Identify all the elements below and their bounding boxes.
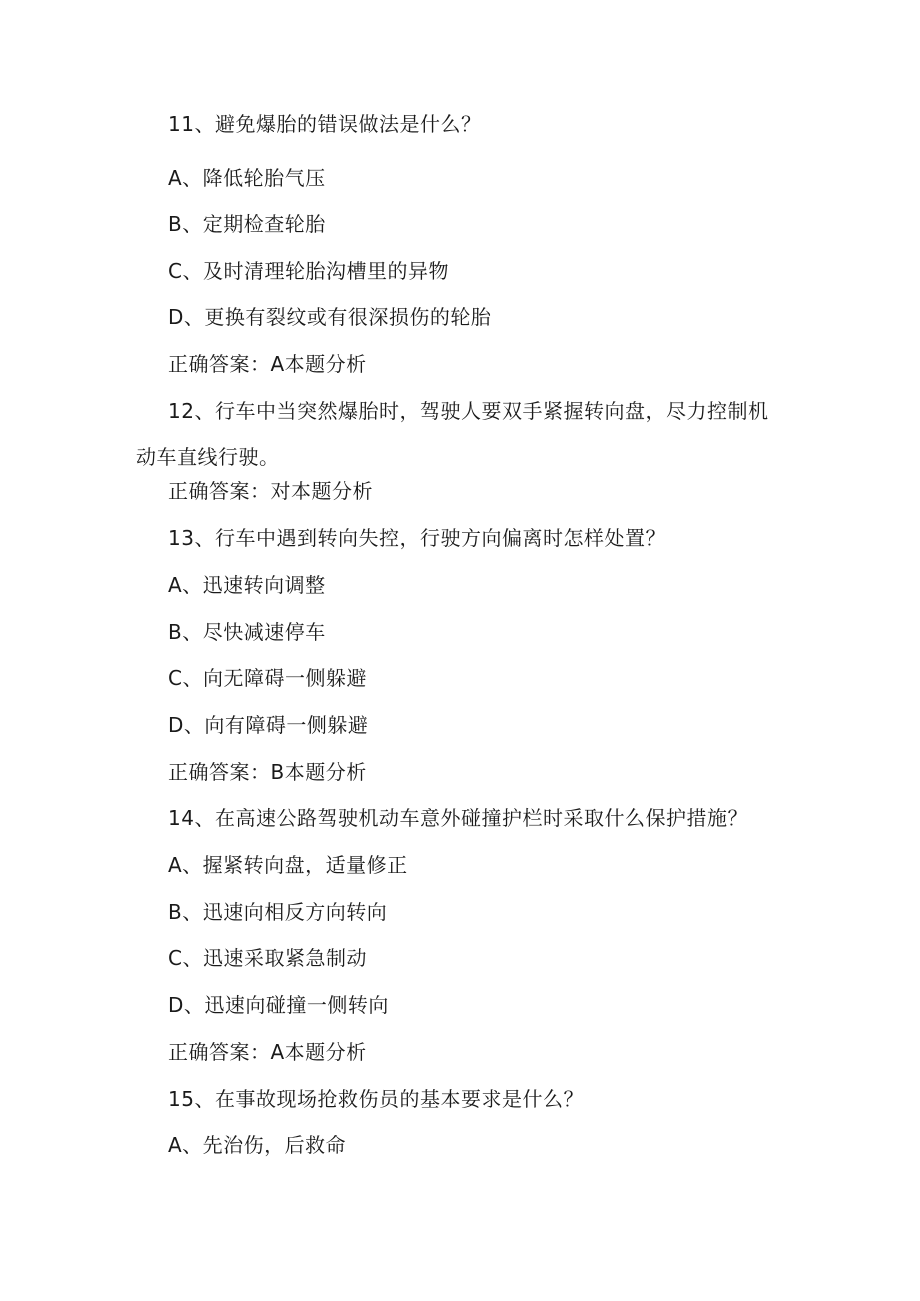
q11-option-d: D、更换有裂纹或有很深损伤的轮胎 [168,305,492,329]
q11-answer: 正确答案：A本题分析 [168,352,367,376]
q11-option-c: C、及时清理轮胎沟槽里的异物 [168,259,449,283]
question-14: 14、在高速公路驾驶机动车意外碰撞护栏时采取什么保护措施？ [168,806,748,830]
q13-option-d: D、向有障碍一侧躲避 [168,713,369,737]
q14-option-a: A、握紧转向盘，适量修正 [168,853,408,877]
q14-answer: 正确答案：A本题分析 [168,1040,367,1064]
q15-option-a: A、先治伤，后救命 [168,1133,347,1157]
q13-option-a: A、迅速转向调整 [168,573,326,597]
question-11: 11、避免爆胎的错误做法是什么？ [168,112,482,136]
question-15: 15、在事故现场抢救伤员的基本要求是什么？ [168,1087,584,1111]
q13-answer: 正确答案：B本题分析 [168,760,367,784]
q14-option-b: B、迅速向相反方向转向 [168,900,388,924]
question-13: 13、行车中遇到转向失控，行驶方向偏离时怎样处置？ [168,526,666,550]
q14-option-d: D、迅速向碰撞一侧转向 [168,993,389,1017]
q13-option-c: C、向无障碍一侧躲避 [168,666,367,690]
q11-option-a: A、降低轮胎气压 [168,166,326,190]
q13-option-b: B、尽快减速停车 [168,620,326,644]
q12-answer: 正确答案：对本题分析 [168,479,373,503]
q14-option-c: C、迅速采取紧急制动 [168,946,367,970]
q11-option-b: B、定期检查轮胎 [168,212,326,236]
question-12: 12、行车中当突然爆胎时，驾驶人要双手紧握转向盘，尽力控制机动车直线行驶。 [136,399,769,469]
